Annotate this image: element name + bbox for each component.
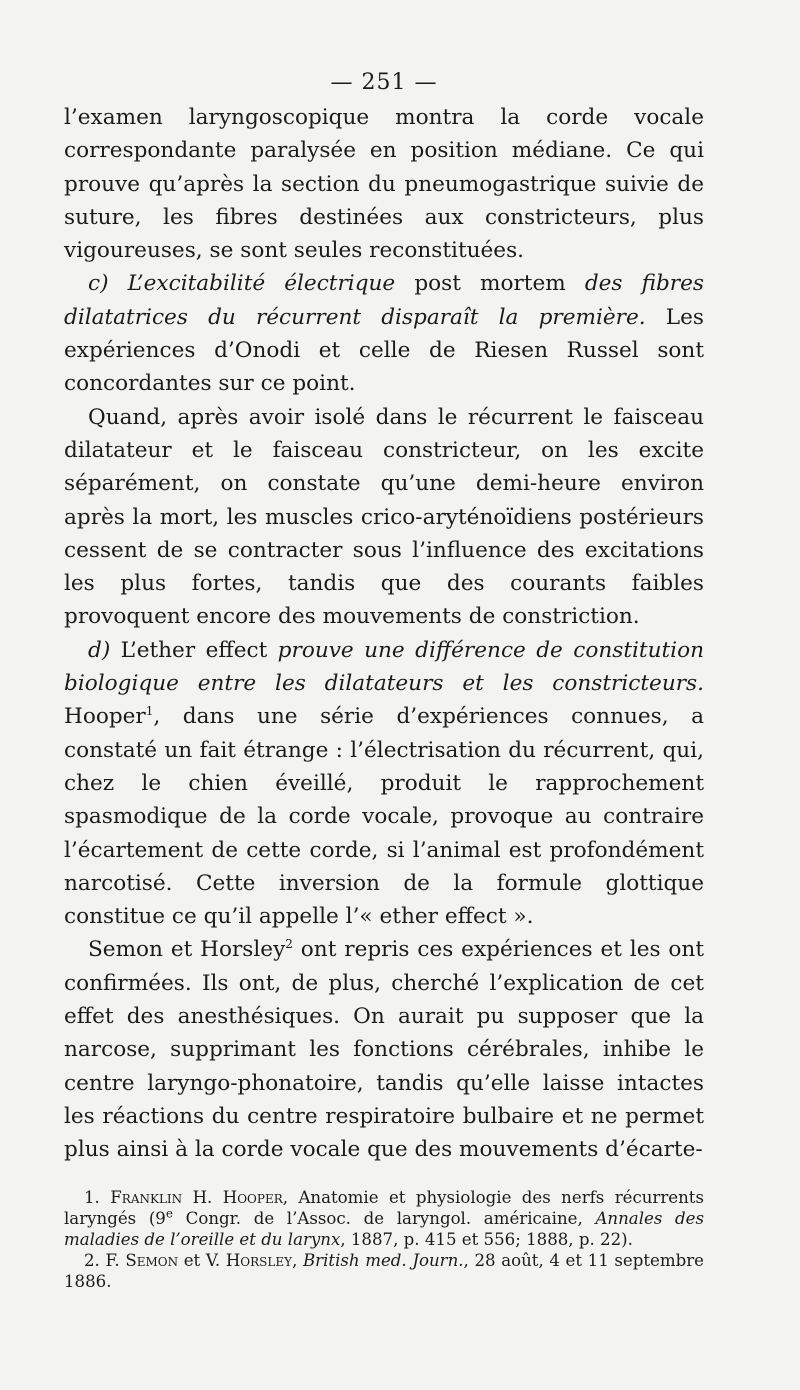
footnote-text: et — [178, 1250, 206, 1270]
page-number: — 251 — — [330, 70, 438, 95]
paragraph-2 — [64, 267, 704, 400]
footnotes — [64, 1187, 704, 1292]
footnote-text: , — [292, 1250, 303, 1270]
paragraph-5 — [64, 933, 704, 1166]
footnote-author: Franklin H. Hooper — [110, 1187, 283, 1207]
section-heading-plain: post mortem — [414, 271, 566, 297]
footnote-superscript: e — [165, 1205, 173, 1220]
section-letter: c) — [88, 271, 109, 297]
footnote-author: F. Semon — [105, 1250, 179, 1270]
paragraph-text: ont repris ces expériences et les ont confirmées. Ils ont, de plus, cherché l’explication de cet effet des anesthésiques. On aurait pu supposer que la narcose, supprimant les fonctions cérébrales, inhibe le centre laryngo-phonatoire, tandis qu’elle laisse intactes les réactions du centre respiratoire bulbaire et ne permet plus ainsi à la corde vocale que des mouvements d’écarte- — [64, 937, 705, 1163]
paragraph-text: Quand, après avoir isolé dans le récurrent le faisceau dilatateur et le faisceau constricteur, on les excite séparément, on constate qu’une demi-heure environ après la mort, les muscles crico-aryténoïdiens postérieurs cessent de se contracter sous l’influence des excitations les plus fortes, tandis que des courants faibles provoquent encore des mouvements de constriction. — [64, 404, 704, 630]
body-text — [64, 101, 704, 1167]
footnote-ref: 1 — [145, 704, 154, 719]
footnote-2 — [64, 1250, 704, 1292]
footnote-text: , 1887, p. 415 et 556; 1888, p. 22). — [340, 1229, 633, 1249]
section-heading-italic-2: des fibres dilatatrices du récurrent disparaît la première. — [64, 271, 704, 330]
paragraph-text: l’examen laryngoscopique montra la corde vocale correspondante paralysée en position médiane. Ce qui prouve qu’après la section du pneumogastrique suivie de suture, les fibres destinées aux constricteurs, plus vigoureuses, se sont seules reconstituées. — [64, 105, 704, 264]
footnote-number: 1. — [84, 1187, 100, 1207]
author-name: Semon et Horsley — [88, 937, 286, 963]
footnote-author-2: V. Horsley — [205, 1250, 293, 1270]
section-heading-italic: prouve une différence de constitution biologique entre les dilatateurs et les constricteurs. — [64, 637, 704, 697]
section-letter: d) — [88, 637, 111, 663]
section-heading-plain: L’ether effect — [120, 637, 268, 663]
footnote-journal: Annales des maladies de l’oreille et du larynx — [64, 1208, 704, 1249]
paragraph-3 — [64, 401, 704, 634]
paragraph-1 — [64, 101, 704, 267]
footnote-text: , 28 août, 4 et 11 septembre 1886. — [64, 1250, 704, 1291]
paragraph-text: , dans une série d’expériences connues, a constaté un fait étrange : l’électrisation du récurrent, qui, chez le chien éveillé, produit le rapprochement spasmodique de la corde vocale, provoque au contraire l’écartement de cette corde, si l’animal est profondément narcotisé. Cette inversion de la formule glottique constitue ce qu’il appelle l’« ether effect ». — [64, 704, 704, 930]
footnote-journal: British med. Journ. — [302, 1250, 464, 1270]
section-heading-italic: L’excitabilité électrique — [127, 271, 396, 297]
author-name: Hooper — [64, 704, 146, 730]
paragraph-4 — [64, 634, 704, 934]
footnote-ref: 2 — [285, 937, 293, 952]
footnote-number: 2. — [84, 1250, 100, 1270]
footnote-text: , Anatomie et physiologie des nerfs récurrents laryngés (9 — [64, 1187, 704, 1228]
document-page — [64, 70, 704, 1292]
footnote-text: Congr. de l’Assoc. de laryngol. américaine, — [172, 1208, 596, 1228]
footnote-1 — [64, 1187, 704, 1250]
paragraph-text: Les expériences d’Onodi et celle de Riesen Russel sont concordantes sur ce point. — [64, 304, 704, 397]
